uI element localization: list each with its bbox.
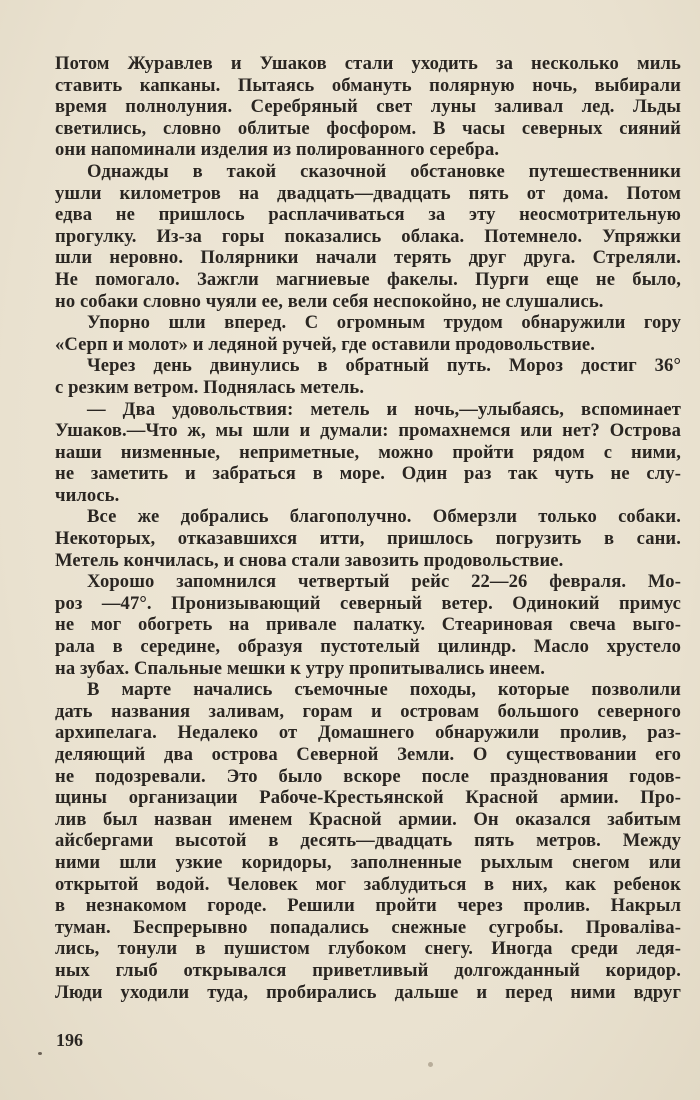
text-line: щины организации Рабоче-Крестьянской Красной армии. Про- bbox=[55, 787, 681, 809]
text-line: но собаки словно чуяли ее, вели себя неспокойно, не слушались. bbox=[55, 290, 604, 312]
text-line: Через день двинулись в обратный путь. Мороз достиг 36° bbox=[87, 355, 681, 377]
text-line: — Два удовольствия: метель и ночь,—улыбаясь, вспоминает bbox=[87, 398, 681, 420]
text-line: Ушаков.—Что ж, мы шли и думали: промахнемся или нет? Острова bbox=[55, 420, 681, 442]
text-line: Упорно шли вперед. С огромным трудом обнаружили гору bbox=[87, 312, 681, 334]
ink-speck bbox=[38, 1052, 42, 1055]
text-line: не подозревали. Это было вскоре после празднования годов- bbox=[55, 765, 681, 787]
text-line: туман. Беспрерывно попадались снежные сугробы. Проваліва- bbox=[55, 916, 681, 938]
text-line: дать названия заливам, горам и островам большого северного bbox=[55, 700, 681, 722]
body-text bbox=[55, 53, 681, 1003]
text-line: Метель кончилась, и снова стали завозить продовольствие. bbox=[55, 549, 564, 571]
text-line: не заметить и забраться в море. Один раз так чуть не слу- bbox=[55, 463, 681, 485]
page-number: 196 bbox=[56, 1030, 83, 1050]
text-line: Потом Журавлев и Ушаков стали уходить за несколько миль bbox=[55, 53, 681, 74]
text-line: роз —47°. Пронизывающий северный ветер. Одинокий примус bbox=[55, 592, 681, 614]
text-line: светились, словно облитые фосфором. В часы северных сияний bbox=[55, 117, 681, 139]
text-line: открытой водой. Человек мог заблудиться в них, как ребенок bbox=[55, 873, 681, 895]
text-line: с резким ветром. Поднялась метель. bbox=[55, 376, 365, 398]
text-line: деляющий два острова Северной Земли. О существовании его bbox=[55, 744, 681, 765]
text-line: едва не пришлось расплачиваться за эту неосмотрительную bbox=[55, 204, 681, 226]
text-line: архипелага. Недалеко от Домашнего обнаружили пролив, раз- bbox=[55, 722, 681, 744]
text-line: ними шли узкие коридоры, заполненные рыхлым снегом или bbox=[55, 851, 681, 873]
text-line: наши низменные, неприметные, можно пройти рядом с ними, bbox=[55, 441, 681, 463]
ink-speck bbox=[428, 1062, 433, 1067]
text-line: в незнакомом городе. Решили пройти через пролив. Накрыл bbox=[55, 895, 681, 917]
text-line: Хорошо запомнился четвертый рейс 22—26 февраля. Мо- bbox=[87, 571, 681, 593]
text-line: Однажды в такой сказочной обстановке путешественники bbox=[87, 160, 681, 182]
text-line: айсбергами высотой в десять—двадцать пять метров. Между bbox=[55, 830, 681, 852]
text-line: лись, тонули в пушистом глубоком снегу. Иногда среди ледя- bbox=[55, 938, 681, 960]
text-line: время полнолуния. Серебряный свет луны заливал лед. Льды bbox=[55, 96, 681, 118]
text-line: Некоторых, отказавшихся итти, пришлось погрузить в сани. bbox=[55, 528, 681, 550]
text-line: Люди уходили туда, пробирались дальше и перед ними вдруг bbox=[55, 981, 681, 1003]
text-line: они напоминали изделия из полированного серебра. bbox=[55, 139, 500, 161]
text-line: Все же добрались благополучно. Обмерзли только собаки. bbox=[87, 506, 681, 528]
text-line: Не помогало. Зажгли магниевые факелы. Пурги еще не было, bbox=[55, 268, 681, 290]
text-line: не мог обогреть на привале палатку. Стеариновая свеча выго- bbox=[55, 614, 681, 636]
text-line: рала в середине, образуя пустотелый цилиндр. Масло хрустело bbox=[55, 636, 681, 658]
text-line: шли неровно. Полярники начали терять друг друга. Стреляли. bbox=[55, 247, 681, 269]
text-line: ставить капканы. Пытаясь обмануть полярную ночь, выбирали bbox=[55, 74, 681, 96]
text-line: чилось. bbox=[55, 484, 120, 506]
text-line: на зубах. Спальные мешки к утру пропитывались инеем. bbox=[55, 657, 545, 679]
text-line: В марте начались съемочные походы, которые позволили bbox=[87, 679, 681, 701]
text-line: «Серп и молот» и ледяной ручей, где оставили продовольствие. bbox=[55, 333, 595, 355]
text-line: прогулку. Из-за горы показались облака. Потемнело. Упряжки bbox=[55, 225, 681, 247]
text-line: лив был назван именем Красной армии. Он оказался забитым bbox=[55, 808, 681, 830]
text-line: ушли километров на двадцать—двадцать пять от дома. Потом bbox=[55, 182, 681, 204]
text-line: ных глыб открывался приветливый долгожданный коридор. bbox=[55, 959, 681, 981]
